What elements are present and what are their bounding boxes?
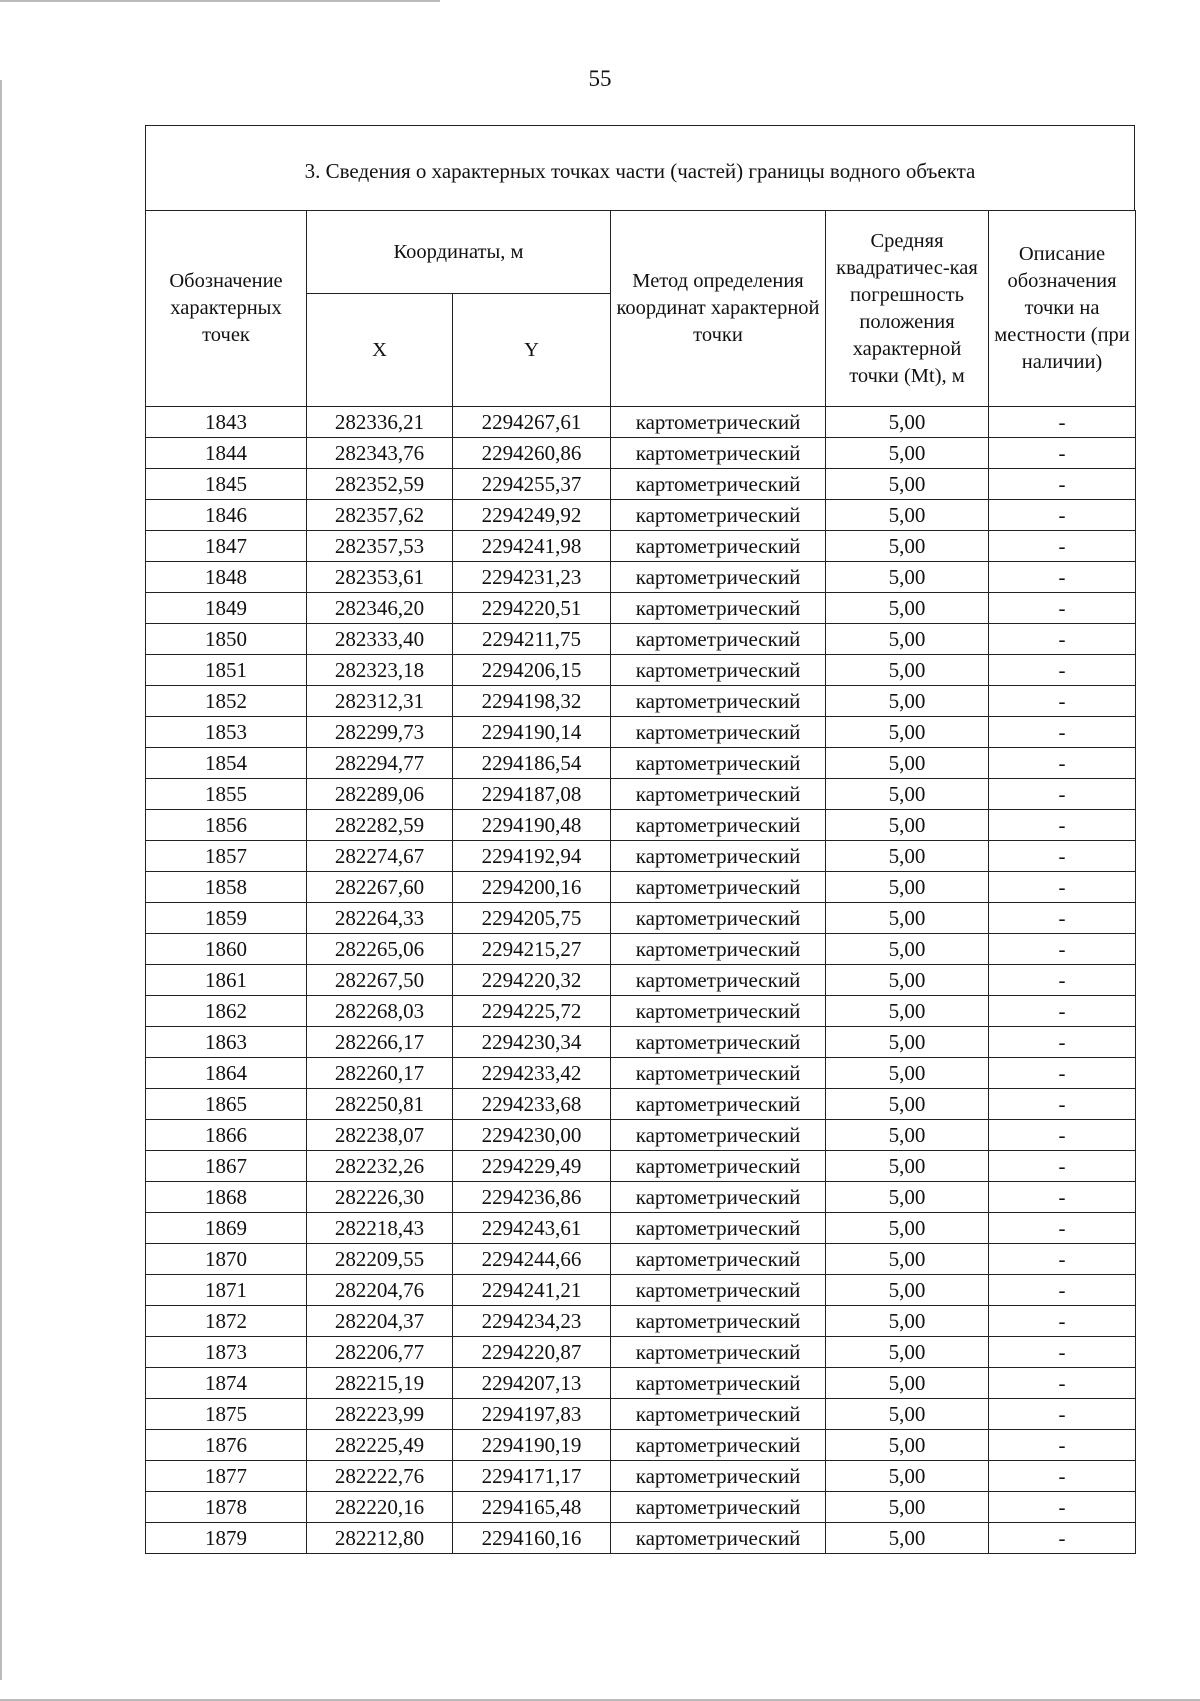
cell-method: картометрический bbox=[611, 934, 826, 965]
cell-point: 1848 bbox=[146, 562, 307, 593]
cell-y: 2294236,86 bbox=[453, 1182, 611, 1213]
cell-description: - bbox=[989, 1275, 1136, 1306]
table-row bbox=[146, 624, 1136, 655]
cell-x: 282218,43 bbox=[307, 1213, 453, 1244]
header-error: Средняя квадратичес-кая погрешность положения характерной точки (Mt), м bbox=[826, 211, 989, 407]
table-row bbox=[146, 593, 1136, 624]
table-row bbox=[146, 1213, 1136, 1244]
cell-error: 5,00 bbox=[826, 1492, 989, 1523]
table-row bbox=[146, 469, 1136, 500]
cell-y: 2294230,34 bbox=[453, 1027, 611, 1058]
cell-y: 2294220,87 bbox=[453, 1337, 611, 1368]
cell-description: - bbox=[989, 965, 1136, 996]
cell-y: 2294260,86 bbox=[453, 438, 611, 469]
table-row bbox=[146, 438, 1136, 469]
cell-description: - bbox=[989, 624, 1136, 655]
cell-error: 5,00 bbox=[826, 469, 989, 500]
cell-method: картометрический bbox=[611, 562, 826, 593]
cell-y: 2294198,32 bbox=[453, 686, 611, 717]
cell-x: 282268,03 bbox=[307, 996, 453, 1027]
table-title-box bbox=[145, 125, 1135, 210]
table-row bbox=[146, 996, 1136, 1027]
cell-point: 1852 bbox=[146, 686, 307, 717]
cell-description: - bbox=[989, 1027, 1136, 1058]
cell-y: 2294215,27 bbox=[453, 934, 611, 965]
cell-description: - bbox=[989, 531, 1136, 562]
page-number: 55 bbox=[588, 66, 612, 91]
cell-x: 282222,76 bbox=[307, 1461, 453, 1492]
cell-error: 5,00 bbox=[826, 717, 989, 748]
cell-error: 5,00 bbox=[826, 1368, 989, 1399]
cell-description: - bbox=[989, 1337, 1136, 1368]
cell-y: 2294190,48 bbox=[453, 810, 611, 841]
cell-error: 5,00 bbox=[826, 407, 989, 438]
cell-error: 5,00 bbox=[826, 965, 989, 996]
cell-point: 1856 bbox=[146, 810, 307, 841]
cell-y: 2294186,54 bbox=[453, 748, 611, 779]
cell-x: 282209,55 bbox=[307, 1244, 453, 1275]
cell-y: 2294267,61 bbox=[453, 407, 611, 438]
cell-point: 1864 bbox=[146, 1058, 307, 1089]
cell-method: картометрический bbox=[611, 1492, 826, 1523]
cell-point: 1876 bbox=[146, 1430, 307, 1461]
cell-error: 5,00 bbox=[826, 1182, 989, 1213]
cell-description: - bbox=[989, 1368, 1136, 1399]
cell-error: 5,00 bbox=[826, 810, 989, 841]
table-row bbox=[146, 1306, 1136, 1337]
cell-point: 1877 bbox=[146, 1461, 307, 1492]
cell-method: картометрический bbox=[611, 1027, 826, 1058]
cell-y: 2294220,32 bbox=[453, 965, 611, 996]
cell-x: 282264,33 bbox=[307, 903, 453, 934]
cell-y: 2294192,94 bbox=[453, 841, 611, 872]
table-row bbox=[146, 934, 1136, 965]
cell-point: 1874 bbox=[146, 1368, 307, 1399]
cell-x: 282294,77 bbox=[307, 748, 453, 779]
cell-y: 2294241,21 bbox=[453, 1275, 611, 1306]
cell-y: 2294225,72 bbox=[453, 996, 611, 1027]
table-row bbox=[146, 779, 1136, 810]
cell-description: - bbox=[989, 779, 1136, 810]
table-row bbox=[146, 1337, 1136, 1368]
scan-edge-top bbox=[0, 0, 440, 2]
cell-error: 5,00 bbox=[826, 1461, 989, 1492]
cell-x: 282265,06 bbox=[307, 934, 453, 965]
table-row bbox=[146, 1058, 1136, 1089]
cell-x: 282266,17 bbox=[307, 1027, 453, 1058]
header-y: Y bbox=[453, 294, 611, 407]
table-row bbox=[146, 1244, 1136, 1275]
cell-error: 5,00 bbox=[826, 624, 989, 655]
cell-error: 5,00 bbox=[826, 500, 989, 531]
cell-point: 1865 bbox=[146, 1089, 307, 1120]
cell-error: 5,00 bbox=[826, 841, 989, 872]
cell-x: 282357,53 bbox=[307, 531, 453, 562]
cell-method: картометрический bbox=[611, 872, 826, 903]
points-table bbox=[145, 210, 1136, 1554]
cell-point: 1847 bbox=[146, 531, 307, 562]
cell-x: 282333,40 bbox=[307, 624, 453, 655]
cell-x: 282357,62 bbox=[307, 500, 453, 531]
cell-method: картометрический bbox=[611, 1120, 826, 1151]
cell-point: 1872 bbox=[146, 1306, 307, 1337]
cell-y: 2294187,08 bbox=[453, 779, 611, 810]
cell-method: картометрический bbox=[611, 1337, 826, 1368]
cell-description: - bbox=[989, 1182, 1136, 1213]
cell-y: 2294231,23 bbox=[453, 562, 611, 593]
cell-y: 2294233,68 bbox=[453, 1089, 611, 1120]
cell-method: картометрический bbox=[611, 655, 826, 686]
cell-description: - bbox=[989, 934, 1136, 965]
table-row bbox=[146, 841, 1136, 872]
cell-y: 2294234,23 bbox=[453, 1306, 611, 1337]
cell-method: картометрический bbox=[611, 810, 826, 841]
cell-x: 282238,07 bbox=[307, 1120, 453, 1151]
table-title: 3. Сведения о характерных точках части (частей) границы водного объекта bbox=[304, 158, 976, 183]
cell-point: 1879 bbox=[146, 1523, 307, 1554]
cell-description: - bbox=[989, 1120, 1136, 1151]
cell-description: - bbox=[989, 1523, 1136, 1554]
cell-error: 5,00 bbox=[826, 655, 989, 686]
cell-error: 5,00 bbox=[826, 1430, 989, 1461]
cell-y: 2294249,92 bbox=[453, 500, 611, 531]
table-row bbox=[146, 1089, 1136, 1120]
cell-y: 2294190,19 bbox=[453, 1430, 611, 1461]
cell-point: 1861 bbox=[146, 965, 307, 996]
cell-point: 1869 bbox=[146, 1213, 307, 1244]
cell-x: 282225,49 bbox=[307, 1430, 453, 1461]
cell-error: 5,00 bbox=[826, 1213, 989, 1244]
cell-error: 5,00 bbox=[826, 1120, 989, 1151]
cell-x: 282215,19 bbox=[307, 1368, 453, 1399]
cell-x: 282343,76 bbox=[307, 438, 453, 469]
cell-description: - bbox=[989, 1306, 1136, 1337]
cell-method: картометрический bbox=[611, 841, 826, 872]
cell-method: картометрический bbox=[611, 593, 826, 624]
table-body bbox=[146, 407, 1136, 1554]
cell-point: 1866 bbox=[146, 1120, 307, 1151]
cell-description: - bbox=[989, 1089, 1136, 1120]
cell-method: картометрический bbox=[611, 1151, 826, 1182]
cell-description: - bbox=[989, 872, 1136, 903]
table-row bbox=[146, 810, 1136, 841]
cell-point: 1854 bbox=[146, 748, 307, 779]
cell-x: 282206,77 bbox=[307, 1337, 453, 1368]
cell-method: картометрический bbox=[611, 531, 826, 562]
cell-x: 282204,37 bbox=[307, 1306, 453, 1337]
table-row bbox=[146, 903, 1136, 934]
cell-method: картометрический bbox=[611, 965, 826, 996]
cell-y: 2294230,00 bbox=[453, 1120, 611, 1151]
cell-y: 2294206,15 bbox=[453, 655, 611, 686]
table-row bbox=[146, 717, 1136, 748]
cell-method: картометрический bbox=[611, 779, 826, 810]
cell-point: 1859 bbox=[146, 903, 307, 934]
cell-y: 2294165,48 bbox=[453, 1492, 611, 1523]
table-row bbox=[146, 500, 1136, 531]
table-row bbox=[146, 655, 1136, 686]
cell-method: картометрический bbox=[611, 1430, 826, 1461]
table-row bbox=[146, 1275, 1136, 1306]
cell-x: 282212,80 bbox=[307, 1523, 453, 1554]
cell-description: - bbox=[989, 593, 1136, 624]
cell-x: 282250,81 bbox=[307, 1089, 453, 1120]
cell-x: 282274,67 bbox=[307, 841, 453, 872]
cell-method: картометрический bbox=[611, 1306, 826, 1337]
cell-description: - bbox=[989, 903, 1136, 934]
cell-description: - bbox=[989, 1430, 1136, 1461]
cell-description: - bbox=[989, 686, 1136, 717]
cell-method: картометрический bbox=[611, 1275, 826, 1306]
table-row bbox=[146, 1368, 1136, 1399]
cell-x: 282352,59 bbox=[307, 469, 453, 500]
cell-point: 1860 bbox=[146, 934, 307, 965]
cell-x: 282226,30 bbox=[307, 1182, 453, 1213]
cell-point: 1863 bbox=[146, 1027, 307, 1058]
cell-error: 5,00 bbox=[826, 934, 989, 965]
cell-point: 1845 bbox=[146, 469, 307, 500]
cell-method: картометрический bbox=[611, 1461, 826, 1492]
cell-error: 5,00 bbox=[826, 1306, 989, 1337]
cell-point: 1858 bbox=[146, 872, 307, 903]
cell-method: картометрический bbox=[611, 717, 826, 748]
table-row bbox=[146, 1523, 1136, 1554]
cell-y: 2294211,75 bbox=[453, 624, 611, 655]
header-coords: Координаты, м bbox=[307, 211, 611, 294]
cell-y: 2294233,42 bbox=[453, 1058, 611, 1089]
cell-point: 1873 bbox=[146, 1337, 307, 1368]
cell-error: 5,00 bbox=[826, 779, 989, 810]
cell-y: 2294220,51 bbox=[453, 593, 611, 624]
cell-point: 1849 bbox=[146, 593, 307, 624]
table-row bbox=[146, 1120, 1136, 1151]
header-x: X bbox=[307, 294, 453, 407]
cell-description: - bbox=[989, 407, 1136, 438]
table-row bbox=[146, 1399, 1136, 1430]
cell-method: картометрический bbox=[611, 1244, 826, 1275]
cell-method: картометрический bbox=[611, 624, 826, 655]
cell-y: 2294190,14 bbox=[453, 717, 611, 748]
cell-y: 2294207,13 bbox=[453, 1368, 611, 1399]
cell-error: 5,00 bbox=[826, 531, 989, 562]
cell-point: 1846 bbox=[146, 500, 307, 531]
cell-x: 282220,16 bbox=[307, 1492, 453, 1523]
cell-description: - bbox=[989, 438, 1136, 469]
cell-y: 2294255,37 bbox=[453, 469, 611, 500]
cell-x: 282346,20 bbox=[307, 593, 453, 624]
cell-point: 1844 bbox=[146, 438, 307, 469]
cell-x: 282267,50 bbox=[307, 965, 453, 996]
cell-method: картометрический bbox=[611, 407, 826, 438]
cell-point: 1853 bbox=[146, 717, 307, 748]
cell-description: - bbox=[989, 810, 1136, 841]
cell-error: 5,00 bbox=[826, 1275, 989, 1306]
cell-point: 1855 bbox=[146, 779, 307, 810]
header-point: Обозначение характерных точек bbox=[146, 211, 307, 407]
cell-y: 2294171,17 bbox=[453, 1461, 611, 1492]
cell-method: картометрический bbox=[611, 903, 826, 934]
cell-method: картометрический bbox=[611, 996, 826, 1027]
cell-x: 282299,73 bbox=[307, 717, 453, 748]
cell-y: 2294243,61 bbox=[453, 1213, 611, 1244]
cell-y: 2294244,66 bbox=[453, 1244, 611, 1275]
cell-error: 5,00 bbox=[826, 996, 989, 1027]
table-row bbox=[146, 1182, 1136, 1213]
table-row bbox=[146, 1430, 1136, 1461]
header-method: Метод определения координат характерной точки bbox=[611, 211, 826, 407]
cell-description: - bbox=[989, 1151, 1136, 1182]
cell-description: - bbox=[989, 655, 1136, 686]
cell-description: - bbox=[989, 1492, 1136, 1523]
cell-y: 2294229,49 bbox=[453, 1151, 611, 1182]
cell-error: 5,00 bbox=[826, 748, 989, 779]
cell-method: картометрический bbox=[611, 1368, 826, 1399]
cell-error: 5,00 bbox=[826, 438, 989, 469]
cell-point: 1850 bbox=[146, 624, 307, 655]
cell-description: - bbox=[989, 717, 1136, 748]
table-row bbox=[146, 1492, 1136, 1523]
cell-description: - bbox=[989, 1399, 1136, 1430]
cell-error: 5,00 bbox=[826, 562, 989, 593]
cell-method: картометрический bbox=[611, 500, 826, 531]
cell-method: картометрический bbox=[611, 1089, 826, 1120]
cell-x: 282289,06 bbox=[307, 779, 453, 810]
table-row bbox=[146, 562, 1136, 593]
cell-point: 1871 bbox=[146, 1275, 307, 1306]
table-row bbox=[146, 748, 1136, 779]
table-row bbox=[146, 1027, 1136, 1058]
cell-description: - bbox=[989, 500, 1136, 531]
cell-method: картометрический bbox=[611, 438, 826, 469]
table-row bbox=[146, 407, 1136, 438]
scan-edge-left bbox=[0, 80, 2, 1680]
cell-method: картометрический bbox=[611, 1523, 826, 1554]
table-row bbox=[146, 531, 1136, 562]
cell-description: - bbox=[989, 1461, 1136, 1492]
cell-x: 282353,61 bbox=[307, 562, 453, 593]
cell-error: 5,00 bbox=[826, 1523, 989, 1554]
cell-x: 282282,59 bbox=[307, 810, 453, 841]
cell-error: 5,00 bbox=[826, 1089, 989, 1120]
table-row bbox=[146, 1461, 1136, 1492]
header-description: Описание обозначения точки на местности (при наличии) bbox=[989, 211, 1136, 407]
cell-method: картометрический bbox=[611, 748, 826, 779]
cell-x: 282267,60 bbox=[307, 872, 453, 903]
cell-description: - bbox=[989, 748, 1136, 779]
cell-point: 1851 bbox=[146, 655, 307, 686]
cell-description: - bbox=[989, 996, 1136, 1027]
cell-point: 1868 bbox=[146, 1182, 307, 1213]
cell-y: 2294200,16 bbox=[453, 872, 611, 903]
cell-y: 2294241,98 bbox=[453, 531, 611, 562]
document-table-frame bbox=[145, 125, 1135, 1554]
cell-method: картометрический bbox=[611, 469, 826, 500]
cell-x: 282204,76 bbox=[307, 1275, 453, 1306]
cell-x: 282336,21 bbox=[307, 407, 453, 438]
cell-y: 2294205,75 bbox=[453, 903, 611, 934]
cell-error: 5,00 bbox=[826, 872, 989, 903]
cell-method: картометрический bbox=[611, 1213, 826, 1244]
table-row bbox=[146, 1151, 1136, 1182]
cell-point: 1843 bbox=[146, 407, 307, 438]
cell-description: - bbox=[989, 469, 1136, 500]
cell-point: 1867 bbox=[146, 1151, 307, 1182]
cell-error: 5,00 bbox=[826, 686, 989, 717]
cell-point: 1857 bbox=[146, 841, 307, 872]
cell-y: 2294160,16 bbox=[453, 1523, 611, 1554]
cell-y: 2294197,83 bbox=[453, 1399, 611, 1430]
cell-x: 282312,31 bbox=[307, 686, 453, 717]
cell-error: 5,00 bbox=[826, 1244, 989, 1275]
cell-error: 5,00 bbox=[826, 593, 989, 624]
cell-error: 5,00 bbox=[826, 1151, 989, 1182]
cell-error: 5,00 bbox=[826, 903, 989, 934]
table-row bbox=[146, 965, 1136, 996]
cell-method: картометрический bbox=[611, 1058, 826, 1089]
cell-description: - bbox=[989, 1058, 1136, 1089]
cell-x: 282232,26 bbox=[307, 1151, 453, 1182]
cell-method: картометрический bbox=[611, 1182, 826, 1213]
table-row bbox=[146, 872, 1136, 903]
cell-x: 282223,99 bbox=[307, 1399, 453, 1430]
cell-point: 1878 bbox=[146, 1492, 307, 1523]
cell-point: 1862 bbox=[146, 996, 307, 1027]
table-row bbox=[146, 686, 1136, 717]
cell-error: 5,00 bbox=[826, 1337, 989, 1368]
cell-x: 282260,17 bbox=[307, 1058, 453, 1089]
cell-point: 1875 bbox=[146, 1399, 307, 1430]
cell-method: картометрический bbox=[611, 686, 826, 717]
cell-error: 5,00 bbox=[826, 1058, 989, 1089]
cell-description: - bbox=[989, 562, 1136, 593]
cell-error: 5,00 bbox=[826, 1399, 989, 1430]
cell-description: - bbox=[989, 841, 1136, 872]
cell-method: картометрический bbox=[611, 1399, 826, 1430]
cell-point: 1870 bbox=[146, 1244, 307, 1275]
cell-description: - bbox=[989, 1244, 1136, 1275]
cell-description: - bbox=[989, 1213, 1136, 1244]
cell-error: 5,00 bbox=[826, 1027, 989, 1058]
cell-x: 282323,18 bbox=[307, 655, 453, 686]
